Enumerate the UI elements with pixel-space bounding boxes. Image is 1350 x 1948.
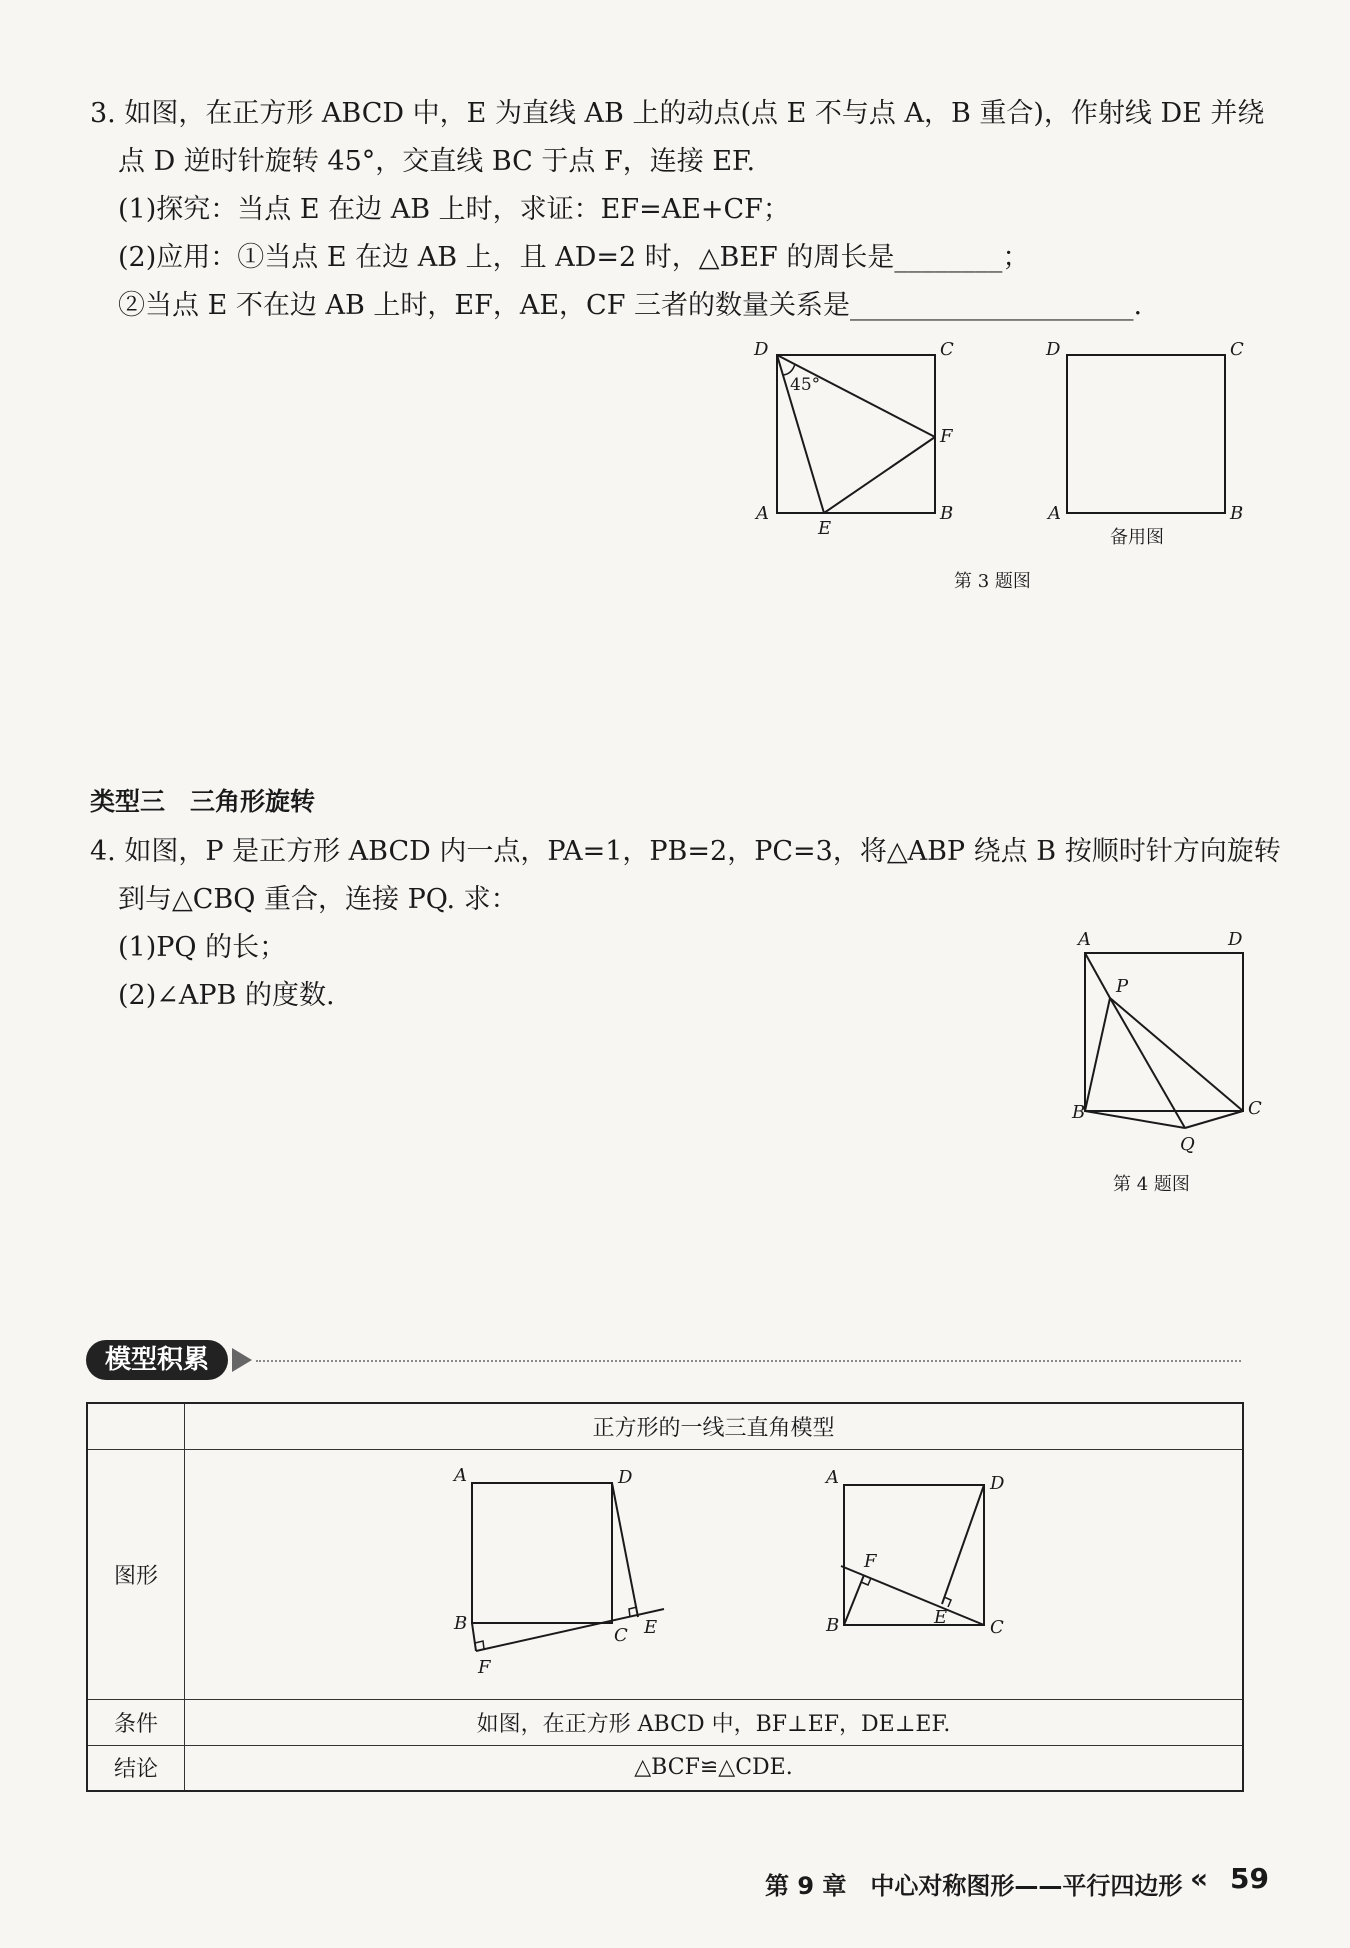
model1-square bbox=[472, 1483, 612, 1623]
model1-label-a: A bbox=[453, 1465, 467, 1486]
model1-label-c: C bbox=[613, 1625, 628, 1646]
q3-part-2-1: (2)应用：①当点 E 在边 AB 上，且 AD=2 时，△BEF 的周长是________； bbox=[118, 242, 1030, 273]
q4-label-d: D bbox=[1228, 929, 1243, 950]
q3-segment-ef bbox=[824, 437, 935, 513]
play-arrow-icon bbox=[232, 1348, 252, 1372]
q4-line-1: 4. 如图，P 是正方形 ABCD 内一点，PA=1，PB=2，PC=3，将△ABP 绕点 B 按顺时针方向旋转 bbox=[90, 836, 1281, 867]
page-number: 59 bbox=[1230, 1862, 1269, 1895]
conclusion-text: △BCF≌△CDE. bbox=[185, 1745, 1244, 1791]
model2-segment-de bbox=[942, 1485, 984, 1604]
q3-spare-label-d: D bbox=[1046, 339, 1061, 360]
row-label-figure: 图形 bbox=[87, 1449, 185, 1699]
q4-segment-pq bbox=[1110, 998, 1185, 1128]
model2-label-e: E bbox=[933, 1607, 947, 1628]
q3-angle-arc bbox=[783, 364, 795, 375]
q4-label-b: B bbox=[1072, 1102, 1086, 1123]
q3-part-2-2: ②当点 E 不在边 AB 上时，EF，AE，CF 三者的数量关系是_____________________. bbox=[118, 290, 1143, 321]
q4-part-2: (2)∠APB 的度数. bbox=[118, 980, 335, 1011]
q4-square bbox=[1085, 953, 1243, 1111]
model1-line-ef bbox=[476, 1609, 664, 1651]
q4-line-2: 到与△CBQ 重合，连接 PQ. 求： bbox=[118, 884, 518, 915]
q3-spare-caption: 备用图 bbox=[1110, 527, 1164, 548]
q3-spare-label-b: B bbox=[1230, 503, 1244, 524]
q4-segment-pb bbox=[1085, 998, 1110, 1111]
q4-segment-pa bbox=[1085, 953, 1110, 998]
q4-segment-bq bbox=[1085, 1111, 1185, 1128]
q3-square-spare bbox=[1067, 355, 1225, 513]
model1-segment-bf bbox=[472, 1623, 476, 1651]
q3-line-1: 3. 如图，在正方形 ABCD 中，E 为直线 AB 上的动点(点 E 不与点 A，B 重合)，作射线 DE 并绕 bbox=[90, 98, 1265, 129]
model1-label-d: D bbox=[617, 1467, 632, 1488]
q3-spare-label-a: A bbox=[1048, 503, 1061, 524]
model-table bbox=[86, 1402, 1244, 1792]
q3-label-a: A bbox=[756, 503, 769, 524]
model2-line-ef bbox=[841, 1566, 984, 1625]
figure-cell bbox=[185, 1449, 1244, 1699]
q3-label-e: E bbox=[818, 518, 832, 539]
q4-label-a: A bbox=[1078, 929, 1091, 950]
q3-segment-df bbox=[777, 355, 935, 437]
q4-part-1: (1)PQ 的长； bbox=[118, 932, 287, 963]
model1-segment-de bbox=[612, 1483, 638, 1617]
q3-label-f: F bbox=[940, 426, 953, 447]
q3-part-1: (1)探究：当点 E 在边 AB 上时，求证：EF=AE+CF； bbox=[118, 194, 790, 225]
q3-figure-caption: 第 3 题图 bbox=[954, 571, 1031, 592]
q3-figure bbox=[740, 330, 1260, 560]
model2-right-angle-e bbox=[944, 1597, 951, 1607]
q4-figure-caption: 第 4 题图 bbox=[1113, 1174, 1190, 1195]
q3-label-d: D bbox=[754, 339, 769, 360]
model1-label-b: B bbox=[453, 1613, 467, 1634]
q4-label-p: P bbox=[1116, 976, 1129, 997]
q3-label-b: B bbox=[940, 503, 954, 524]
q3-angle-label: 45° bbox=[790, 375, 821, 395]
dotted-rule bbox=[256, 1360, 1241, 1362]
model2-label-f: F bbox=[863, 1551, 876, 1572]
model1-label-f: F bbox=[477, 1657, 490, 1678]
model1-label-e: E bbox=[643, 1617, 657, 1638]
model2-label-d: D bbox=[989, 1473, 1004, 1494]
row-label-condition: 条件 bbox=[87, 1699, 185, 1745]
q4-label-c: C bbox=[1248, 1098, 1262, 1119]
table-title: 正方形的一线三直角模型 bbox=[185, 1403, 1244, 1449]
q4-figure bbox=[1060, 920, 1260, 1160]
footer-chapter: 第 9 章 中心对称图形——平行四边形 bbox=[765, 1872, 1183, 1900]
q4-segment-pc bbox=[1110, 998, 1243, 1111]
footer-arrows-icon: « bbox=[1190, 1862, 1209, 1895]
row-label-conclusion: 结论 bbox=[87, 1745, 185, 1791]
q3-spare-label-c: C bbox=[1230, 339, 1244, 360]
q3-line-2: 点 D 逆时针旋转 45°，交直线 BC 于点 F，连接 EF. bbox=[118, 146, 756, 177]
q4-segment-cq bbox=[1185, 1111, 1243, 1128]
model-figures bbox=[314, 1451, 1114, 1697]
model2-label-c: C bbox=[989, 1617, 1004, 1638]
q3-label-c: C bbox=[940, 339, 954, 360]
section-heading: 类型三 三角形旋转 bbox=[90, 787, 316, 816]
model2-label-b: B bbox=[825, 1615, 839, 1636]
condition-text: 如图，在正方形 ABCD 中，BF⊥EF，DE⊥EF. bbox=[185, 1699, 1244, 1745]
table-corner-cell bbox=[87, 1403, 185, 1449]
model-badge: 模型积累 bbox=[86, 1340, 228, 1380]
q4-label-q: Q bbox=[1180, 1134, 1195, 1155]
model2-label-a: A bbox=[825, 1467, 839, 1488]
